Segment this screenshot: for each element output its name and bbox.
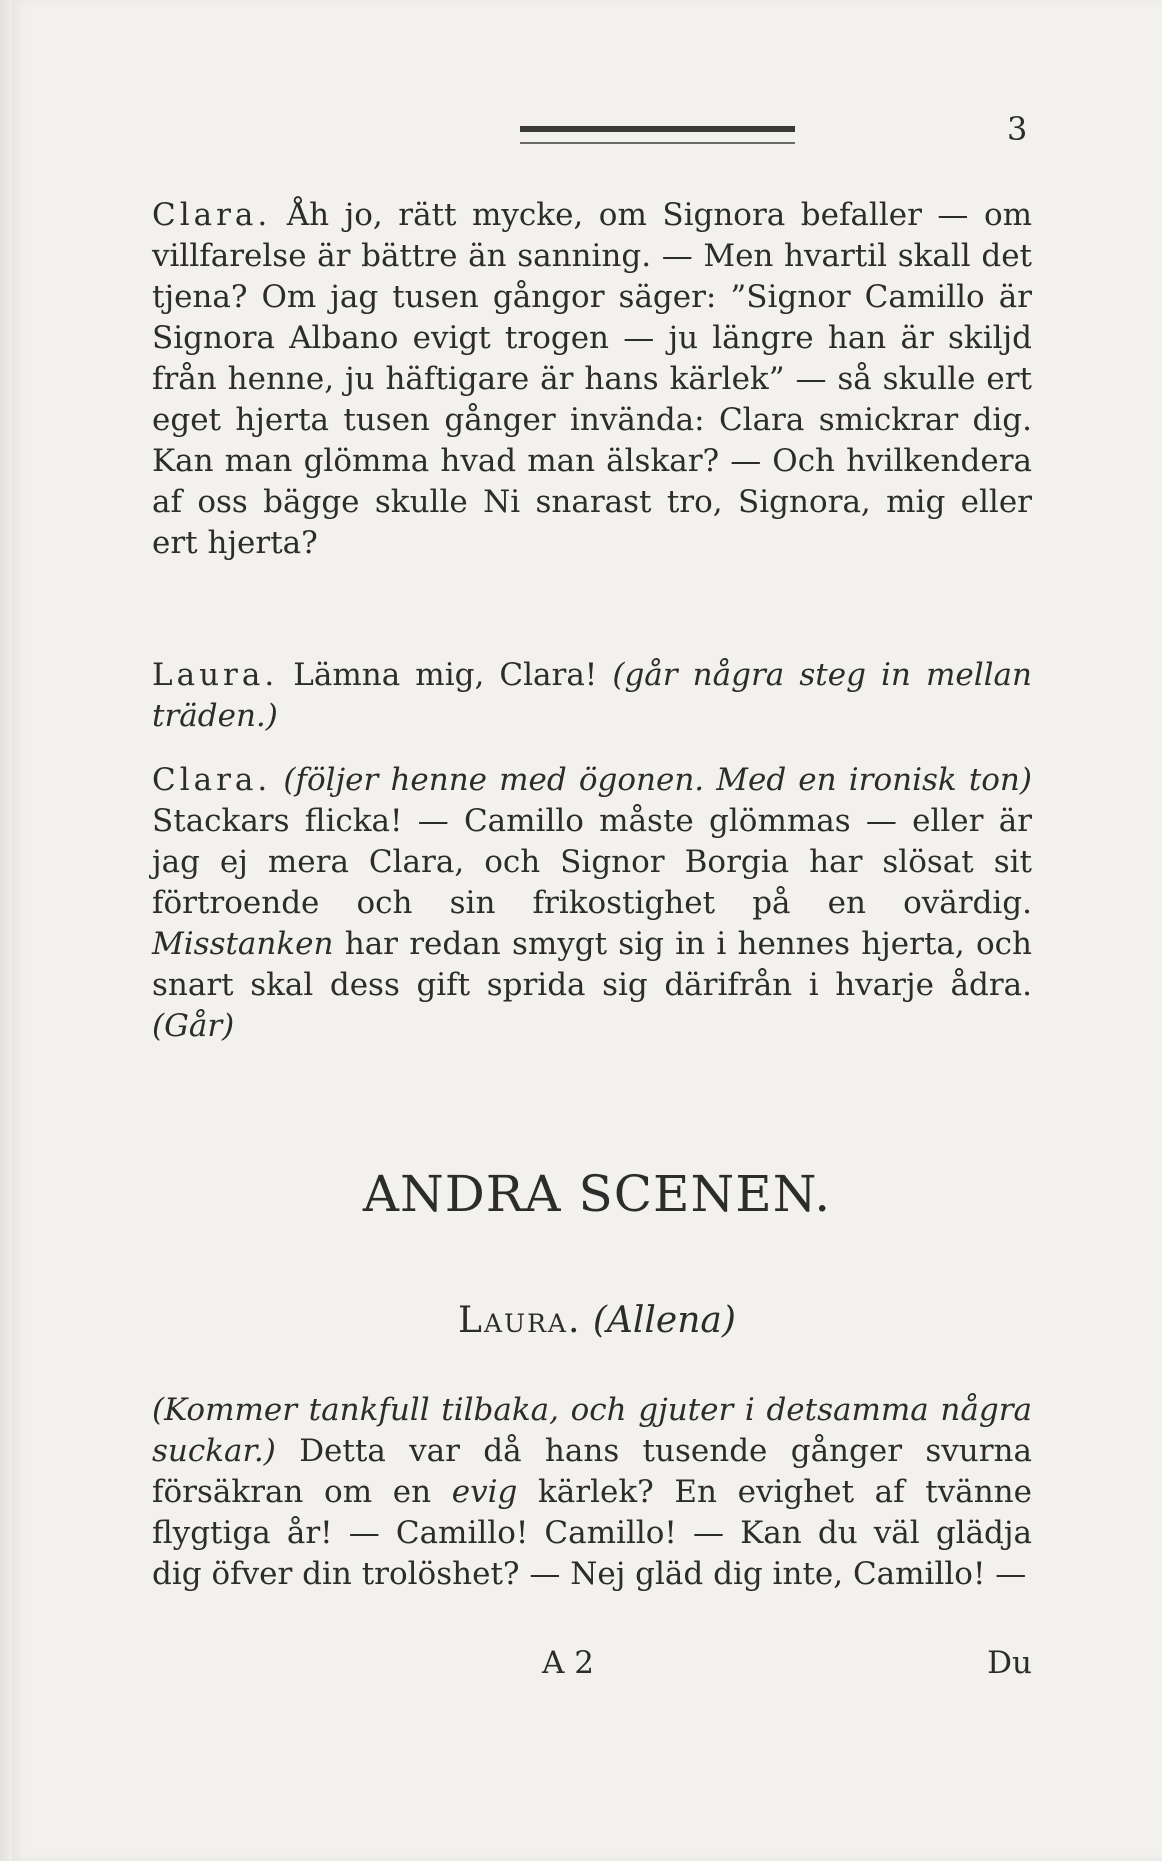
page-content xyxy=(152,110,1042,1690)
scene-speaker-note: (Allena) xyxy=(592,1300,736,1341)
speech-text: Lämna mig, Clara! xyxy=(293,657,598,693)
speech-clara-2 xyxy=(152,760,1032,1047)
speaker-name: Laura. xyxy=(152,657,279,693)
speech-laura-1 xyxy=(152,655,1032,737)
stage-direction: (följer henne med ögonen. Med en ironisk ton) xyxy=(283,762,1032,798)
stage-direction: (Kommer tankfull tilbaka, och gjuter i detsamma några suckar.) xyxy=(152,1392,1032,1469)
speaker-name: Clara. xyxy=(152,197,272,233)
emphasis-word: Misstanken xyxy=(152,926,334,962)
speech-text: Åh jo, rätt mycke, om Signora befaller — om villfarelse är bättre än sanning. — Men hvartil skall det tjena? Om jag tusen gångor säger: ”Signor Camillo är Signora Albano evigt trogen — ju längre han är skiljd från henne, ju häftigare är hans kärlek” — så skulle ert eget hjerta tusen gånger invända: Clara smickrar dig. Kan man glömma hvad man älskar? — Och hvilkendera af oss bägge skulle Ni snarast tro, Signora, mig eller ert hjerta? xyxy=(152,197,1033,561)
catchword: Du xyxy=(987,1645,1032,1681)
stage-direction-exit: (Går) xyxy=(152,1008,235,1044)
page-number: 3 xyxy=(1007,110,1028,148)
speech-text-continued: kärlek? En evighet af tvänne flygtiga år! — Camillo! Camillo! — Kan du väl glädja dig öfver din trolöshet? — Nej gläd dig inte, Camillo! — xyxy=(152,1474,1032,1592)
emphasis-word: evig xyxy=(451,1474,518,1510)
speech-clara-1 xyxy=(152,195,1032,564)
speech-laura-2 xyxy=(152,1390,1032,1595)
speech-text-continued: har redan smygt sig in i hennes hjerta, och snart skal dess gift sprida sig därifrån i hvarje ådra. xyxy=(152,926,1032,1003)
header-rule xyxy=(520,126,795,144)
speaker-name: Clara. xyxy=(152,762,272,798)
scene-speaker-line xyxy=(152,1300,1042,1341)
scene-heading: ANDRA SCENEN. xyxy=(362,1165,832,1223)
speech-text: Detta var då hans tusende gånger svurna försäkran om en xyxy=(152,1433,1032,1510)
stage-direction: (går några steg in mellan träden.) xyxy=(152,657,1032,734)
page-footer xyxy=(152,1645,1042,1689)
scanned-page xyxy=(12,0,1162,1861)
scene-speaker: Laura. xyxy=(458,1300,582,1341)
speech-text: Stackars flicka! — Camillo måste glömmas — eller är jag ej mera Clara, och Signor Borgia har slösat sit förtroende och sin frikostighet på en ovärdig. xyxy=(152,803,1032,921)
signature-mark: A 2 xyxy=(542,1645,594,1681)
